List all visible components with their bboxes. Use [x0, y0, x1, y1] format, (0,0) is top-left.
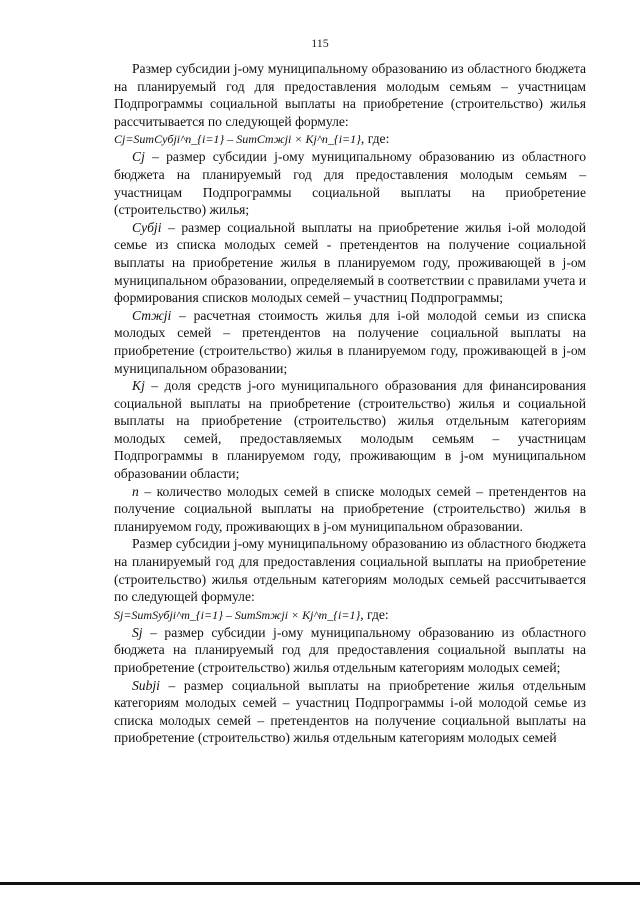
formula-expression: Sj=SumSyбji^m_{i=1} – SumSтжji × Kj^m_{i=1} [114, 607, 361, 622]
definition-kj [114, 377, 586, 483]
definition-symbol: Стжji [132, 307, 172, 323]
document-body [114, 60, 586, 747]
paragraph-intro-1: Размер субсидии j-ому муниципальному образованию из областного бюджета на планируемый год для предоставления молодым семьям – участницам Подпрограммы социальной выплаты на приобретение (строительство) жилья рассчитывается по следующей формуле: [114, 61, 586, 129]
definition-n [114, 483, 586, 536]
definition-text: – размер социальной выплаты на приобретение жилья i-ой молодой семье из списка молодых семей - претендентов на получение социальной выплаты на приобретение жилья в планируемом году, проживающей в j-ом муниципальном образовании, определяемый в соответствии с правилами учета и формирования списков молодых семей – участниц Подпрограммы; [114, 219, 586, 306]
formula-tail: , где: [360, 606, 389, 622]
definition-text: – количество молодых семей в списке молодых семей – претендентов на получение социальной выплаты на приобретение (строительство) жилья в планируемом году, проживающих в j-ом муниципальном образовании. [114, 483, 586, 534]
definition-symbol: Cj [132, 149, 145, 165]
definition-text: – размер социальной выплаты на приобретение жилья отдельным категориям молодых семей – участниц Подпрограммы i-ой молодой семье из списка молодых семей – претендентов на получение социальной выплаты на приобретение (строительство) жилья отдельным категориям молодых семей [114, 677, 586, 746]
formula-2 [114, 606, 586, 624]
page-number: 115 [311, 36, 329, 50]
definition-text: – доля средств j-ого муниципального образования для финансирования социальной выплаты на приобретение (строительство) жилья и социальной выплаты на приобретение (строительство) жилья отдельным категориям молодых семей, предоставляемых молодым семьям – участницам Подпрограммы в планируемом году, проживающим в j-ом муниципальном образовании области; [114, 378, 586, 482]
definition-symbol: Субji [132, 219, 162, 235]
paragraph-intro-2: Размер субсидии j-ому муниципальному образованию из областного бюджета на планируемый год для предоставления социальной выплаты на приобретение (строительство) жилья отдельным категориям молодых семьей рассчитывается по следующей формуле: [114, 536, 586, 605]
definition-stzhji [114, 307, 586, 377]
definition-symbol: Sj [132, 624, 143, 640]
definition-text: – размер субсидии j-ому муниципальному образованию из областного бюджета на планируемый год для предоставления молодым семьям – участницам Подпрограммы социальной выплаты на приобретение (строительство) жилья; [114, 149, 586, 218]
formula-expression: Cj=SumCyбji^n_{i=1} – SumCтжji × Kj^n_{i=1} [114, 132, 361, 147]
definition-text: – размер субсидии j-ому муниципальному образованию из областного бюджета на планируемый год для предоставления социальной выплаты на приобретение (строительство) жилья отдельным категориям молодых семей; [114, 624, 586, 675]
formula-tail: , где: [360, 131, 390, 147]
definition-subji-2 [114, 677, 586, 747]
page-bottom-border [0, 882, 640, 885]
definition-symbol: n [132, 483, 139, 499]
definition-symbol: Kj [132, 378, 145, 394]
definition-cj [114, 148, 586, 218]
definition-symbol: Subji [132, 677, 160, 693]
definition-text: – расчетная стоимость жилья для i-ой молодой семьи из списка молодых семей – претендентов на получение социальной выплаты на приобретение (строительство) жилья в планируемом году, проживающей в j-ом муниципальном образовании; [114, 307, 586, 376]
formula-1 [114, 130, 586, 148]
definition-subji [114, 219, 586, 307]
definition-sj [114, 624, 586, 677]
